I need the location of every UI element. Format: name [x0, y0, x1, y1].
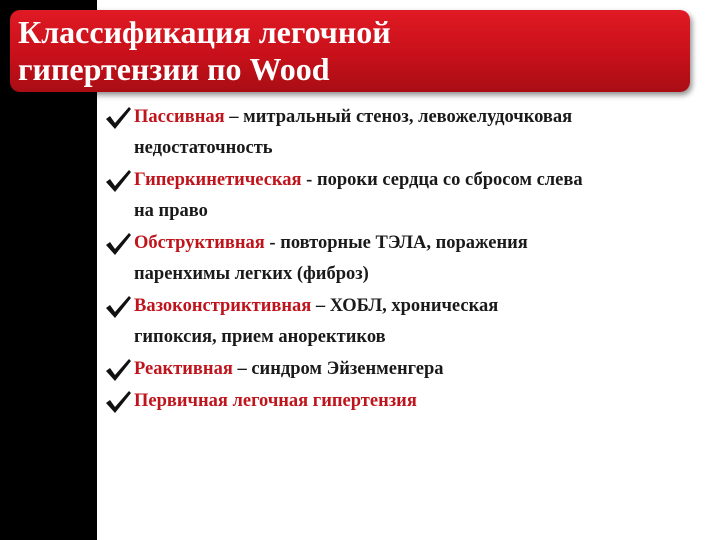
checkmark-icon: [104, 357, 132, 383]
list-item: [104, 354, 720, 385]
checkmark-icon: [104, 168, 132, 194]
checkmark-icon: [104, 105, 132, 131]
item-continuation: недостаточность: [134, 138, 273, 158]
list-item: [104, 165, 720, 227]
item-continuation: на право: [134, 201, 208, 221]
list-item: [104, 102, 720, 164]
checkmark-icon: [104, 231, 132, 257]
item-term: Пассивная: [134, 107, 225, 127]
item-text: - пороки сердца со сбросом слева: [301, 170, 583, 190]
item-term: Обструктивная: [134, 233, 265, 253]
item-term: Реактивная: [134, 359, 233, 379]
bullet-list: [104, 102, 720, 418]
item-term: Первичная легочная гипертензия: [134, 391, 417, 411]
title-banner: [10, 10, 690, 92]
slide-title: Классификация легочной гипертензии по Wood: [18, 14, 391, 87]
list-item: [104, 228, 720, 290]
checkmark-icon: [104, 389, 132, 415]
item-text: - повторные ТЭЛА, поражения: [264, 233, 528, 253]
item-text: – синдром Эйзенменгера: [232, 359, 444, 379]
list-item: [104, 386, 720, 417]
item-text: – ХОБЛ, хроническая: [311, 296, 499, 316]
item-continuation: гипоксия, прием аноректиков: [134, 327, 386, 347]
list-item: [104, 291, 720, 353]
item-term: Гиперкинетическая: [134, 170, 302, 190]
item-text: – митральный стеноз, левожелудочковая: [224, 107, 573, 127]
item-continuation: паренхимы легких (фиброз): [134, 264, 369, 284]
item-term: Вазоконстриктивная: [134, 296, 312, 316]
checkmark-icon: [104, 294, 132, 320]
